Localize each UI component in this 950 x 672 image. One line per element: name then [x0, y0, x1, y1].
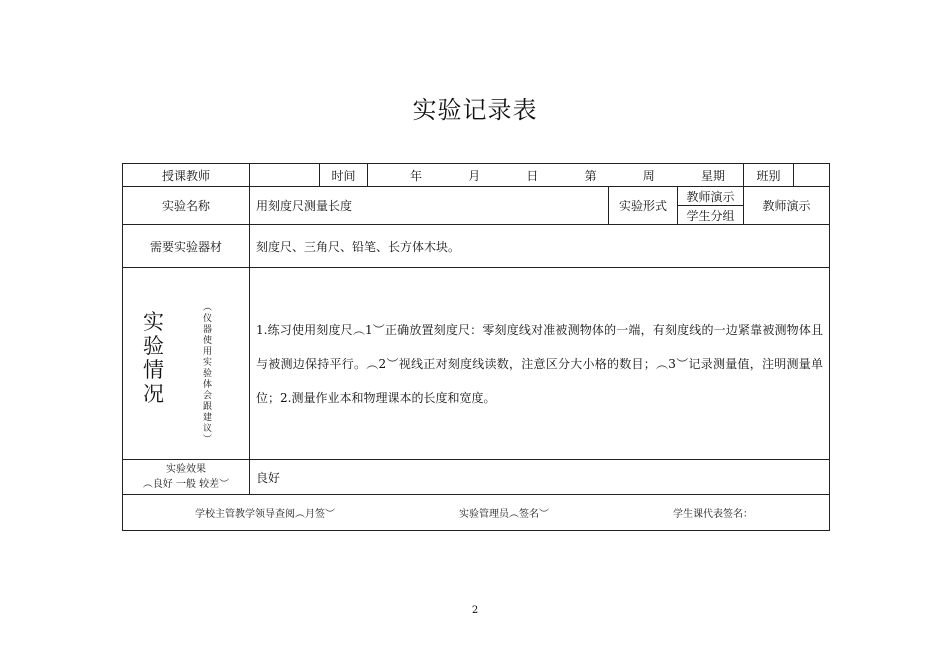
sub-label-char: 验 — [203, 369, 213, 379]
page-title: 实验记录表 — [412, 96, 538, 124]
equipment-value[interactable]: 刻度尺、三角尺、铅笔、长方体木块。 — [250, 225, 830, 268]
sub-label-char: ︶ — [203, 435, 213, 445]
effect-options: ︵良好 一般 较差︶ — [142, 479, 230, 490]
sub-label-char: 建 — [203, 413, 213, 423]
row-experiment-name — [123, 187, 830, 206]
row-teacher-time — [123, 164, 830, 187]
situation-content[interactable]: 1.练习使用刻度尺︵1︶正确放置刻度尺：零刻度线对准被测物体的一端，有刻度线的一边紧靠被测物体且与被测边保持平行。︵2︶视线正对刻度线读数，注意区分大小格的数目；︵3︶记录测量值，注明测量单位；2.测量作业本和物理课本的长度和宽度。 — [250, 268, 830, 460]
sub-label-char: 体 — [203, 380, 213, 390]
experiment-record-table — [122, 163, 830, 531]
row-effect — [123, 460, 830, 495]
sub-label-char: 用 — [203, 347, 213, 357]
row-equipment — [123, 225, 830, 268]
situation-char: 实 — [143, 310, 164, 334]
sub-label-char: 会 — [203, 391, 213, 401]
experiment-name-value[interactable]: 用刻度尺测量长度 — [250, 187, 609, 225]
date-year: 年 — [410, 168, 423, 183]
effect-value[interactable]: 良好 — [250, 460, 830, 495]
date-field[interactable] — [368, 164, 744, 187]
form-option-student-group: 学生分组 — [678, 206, 744, 225]
experiment-form-value[interactable]: 教师演示 — [744, 187, 830, 225]
row-situation — [123, 268, 830, 460]
effect-label: 实验效果 — [166, 464, 206, 475]
teacher-value[interactable] — [250, 164, 320, 187]
date-week: 周 — [642, 168, 655, 183]
sub-label-char: 器 — [203, 325, 213, 335]
experiment-name-label: 实验名称 — [123, 187, 250, 225]
situation-sub-label — [203, 303, 214, 446]
date-day: 日 — [526, 168, 539, 183]
situation-label — [123, 268, 250, 460]
sub-label-char: ︵ — [203, 303, 213, 313]
class-value[interactable] — [794, 164, 830, 187]
sub-label-char: 议 — [203, 424, 213, 434]
admin-signature[interactable]: 实验管理员︵签名︶ — [459, 509, 549, 520]
form-option-teacher-demo: 教师演示 — [678, 187, 744, 206]
sub-label-char: 跟 — [203, 402, 213, 412]
row-signatures — [123, 495, 830, 531]
time-label: 时间 — [320, 164, 368, 187]
leader-signature[interactable]: 学校主管教学领导查阅︵月签︶ — [195, 509, 335, 520]
student-signature[interactable]: 学生课代表签名： — [673, 509, 753, 520]
experiment-form-label: 实验形式 — [609, 187, 678, 225]
sub-label-char: 使 — [203, 336, 213, 346]
situation-char: 验 — [143, 334, 164, 358]
class-label: 班别 — [744, 164, 794, 187]
equipment-label: 需要实验器材 — [123, 225, 250, 268]
page-number: 2 — [471, 605, 479, 616]
sub-label-char: 实 — [203, 358, 213, 368]
teacher-label: 授课教师 — [123, 164, 250, 187]
situation-label-main — [143, 310, 167, 406]
date-weekday: 星期 — [700, 168, 725, 183]
date-week-prefix: 第 — [584, 168, 597, 183]
situation-char: 况 — [143, 382, 164, 406]
situation-char: 情 — [143, 358, 164, 382]
sub-label-char: 仪 — [203, 314, 213, 324]
date-month: 月 — [468, 168, 481, 183]
signature-row — [123, 495, 830, 531]
effect-label-cell — [123, 460, 250, 495]
